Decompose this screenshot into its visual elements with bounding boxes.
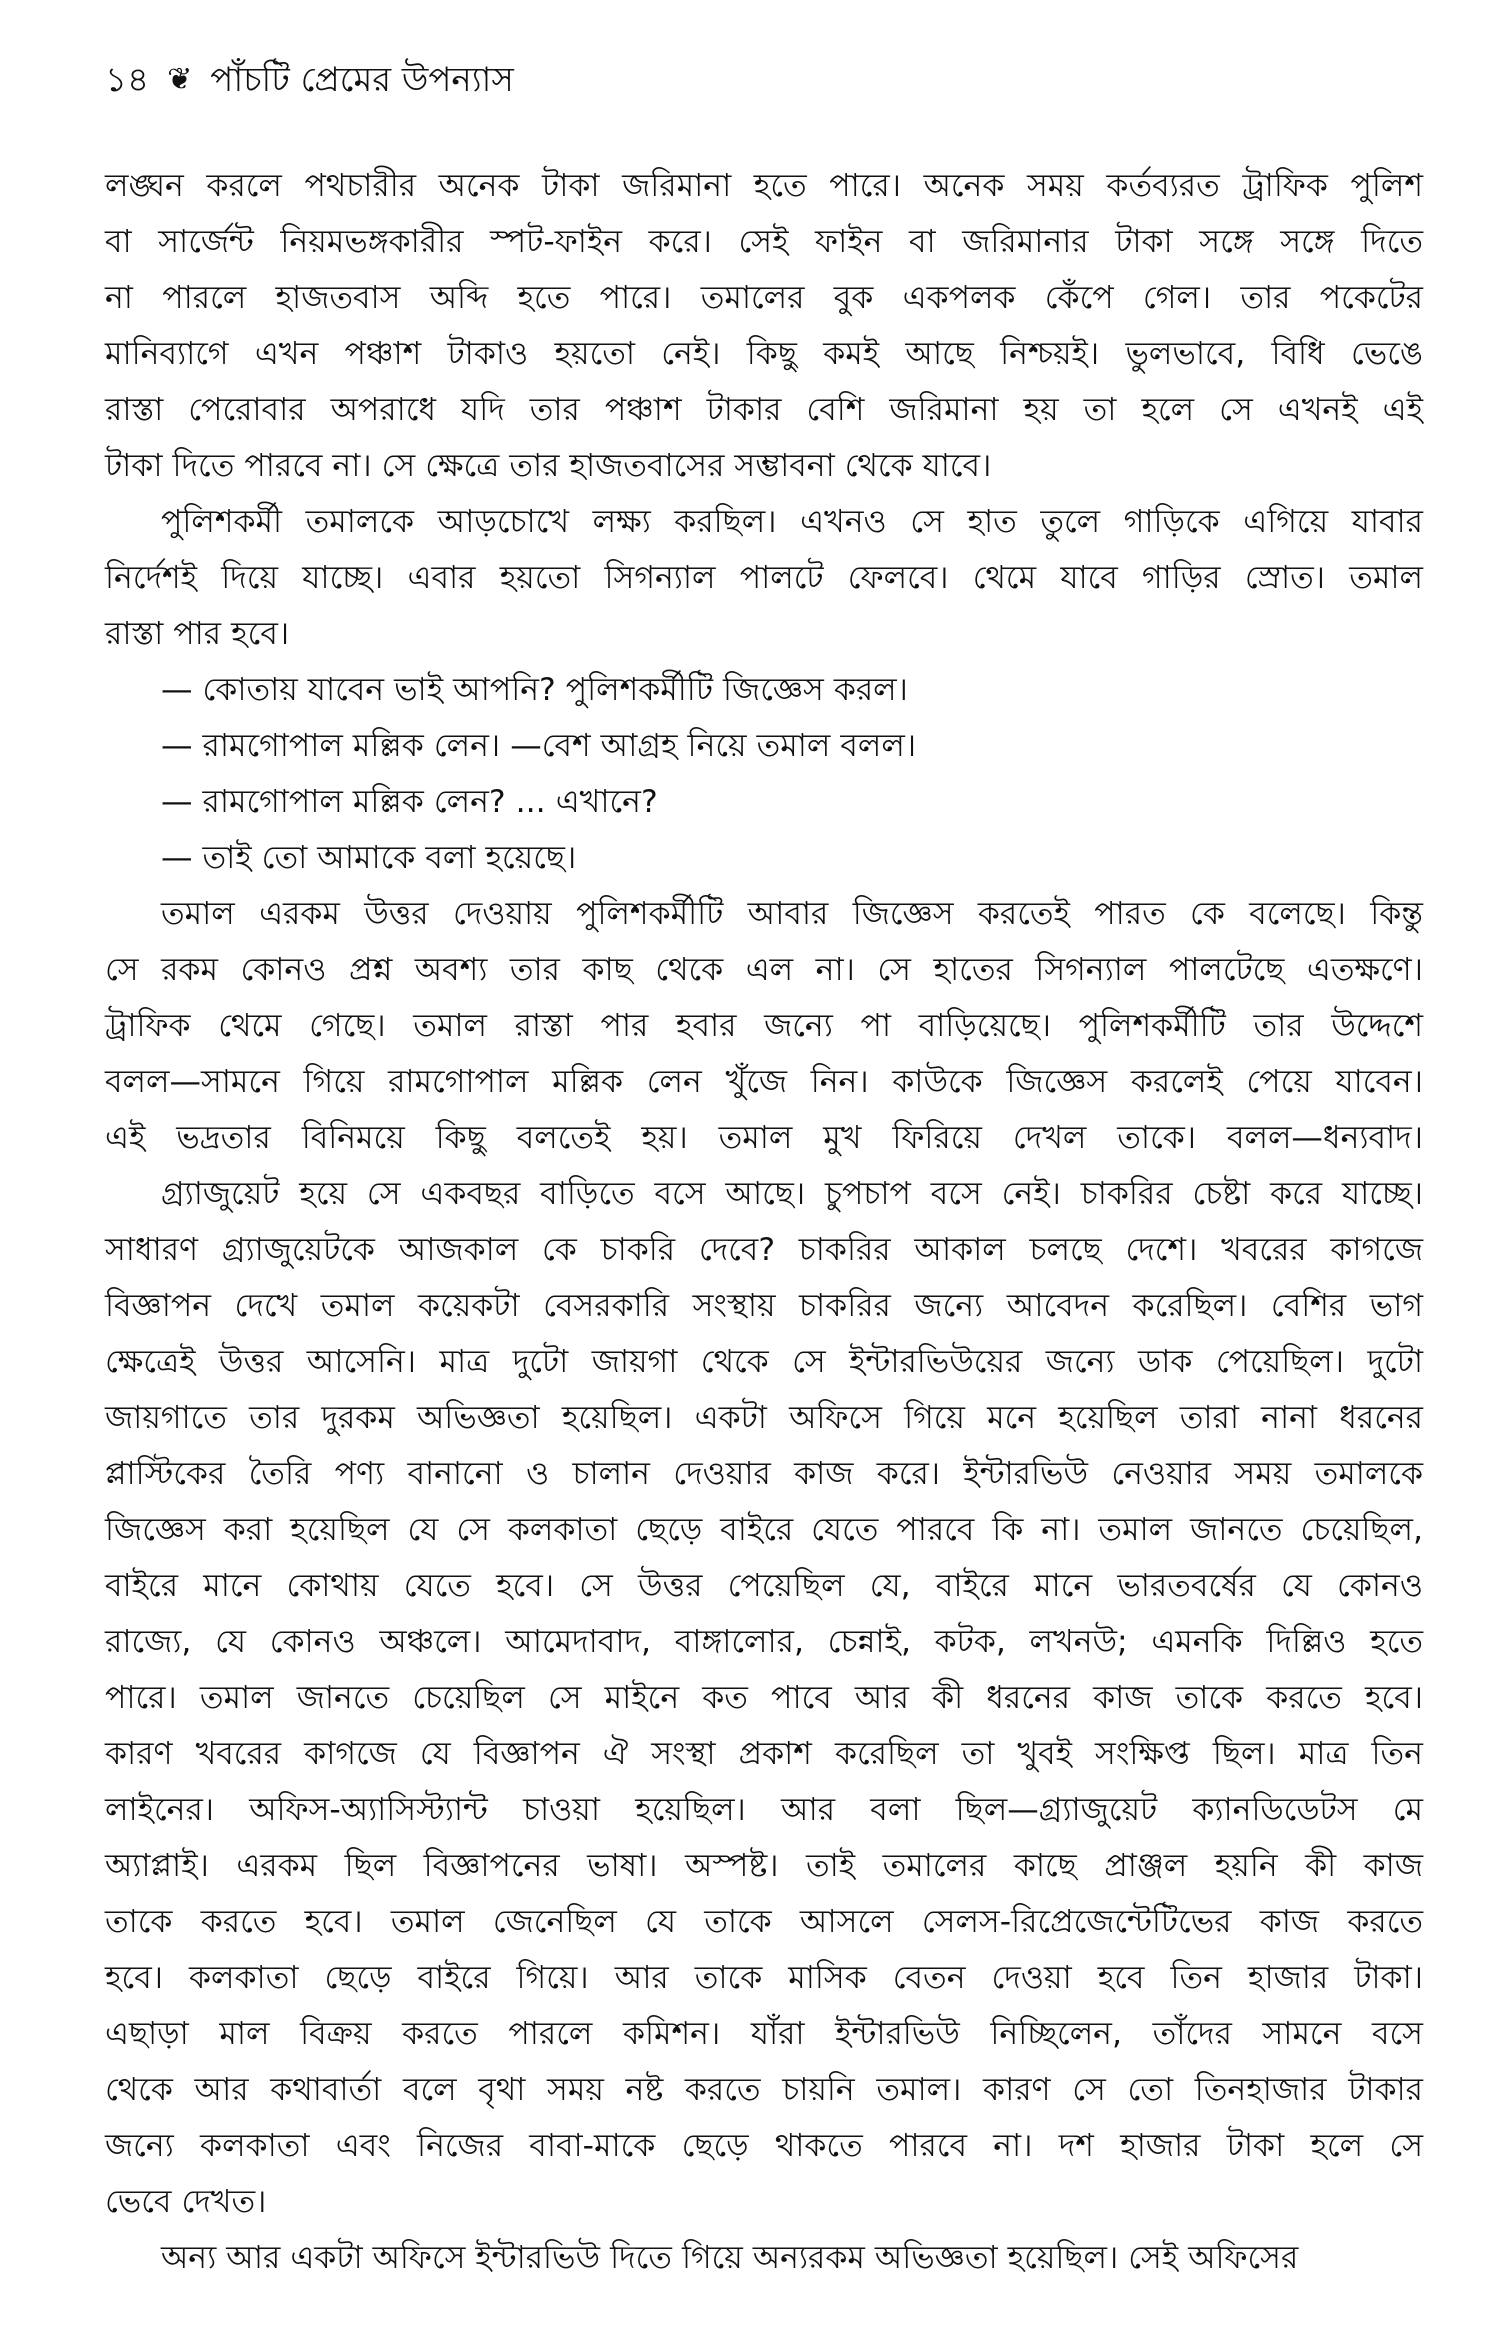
text-line: এছাড়া মাল বিক্রয় করতে পারলে কমিশন। যাঁরা ইন্টারভিউ নিচ্ছিলেন, তাঁদের সামনে বসে <box>105 2016 1423 2052</box>
running-head <box>105 58 514 102</box>
flower-ornament-icon: ❦ <box>167 62 193 97</box>
text-line: টাকা দিতে পারবে না। সে ক্ষেত্রে তার হাজতবাসের সম্ভাবনা থেকে যাবে। <box>105 448 992 484</box>
dialogue-line: — কোতায় যাবেন ভাই আপনি? পুলিশকর্মীটি জিজ্ঞেস করল। <box>161 672 908 708</box>
text-line: অ্যাপ্লাই। এরকম ছিল বিজ্ঞাপনের ভাষা। অস্পষ্ট। তাই তমালের কাছে প্রাঞ্জল হয়নি কী কাজ <box>105 1848 1423 1884</box>
text-line: ভেবে দেখত। <box>105 2184 267 2220</box>
text-line: নির্দেশই দিয়ে যাচ্ছে। এবার হয়তো সিগন্যাল পালটে ফেলবে। থেমে যাবে গাড়ির স্রোত। তমাল <box>105 560 1423 596</box>
book-title: পাঁচটি প্রেমের উপন্যাস <box>210 60 514 100</box>
text-line: লঙ্ঘন করলে পথচারীর অনেক টাকা জরিমানা হতে পারে। অনেক সময় কর্তব্যরত ট্রাফিক পুলিশ <box>105 168 1423 204</box>
text-line: ক্ষেত্রেই উত্তর আসেনি। মাত্র দুটো জায়গা থেকে সে ইন্টারভিউয়ের জন্যে ডাক পেয়েছিল। দুটো <box>105 1344 1423 1380</box>
dialogue-line: — তাই তো আমাকে বলা হয়েছে। <box>161 840 577 876</box>
text-line: রাস্তা পেরোবার অপরাধে যদি তার পঞ্চাশ টাকার বেশি জরিমানা হয় তা হলে সে এখনই এই <box>105 392 1423 428</box>
text-line: ট্রাফিক থেমে গেছে। তমাল রাস্তা পার হবার জন্যে পা বাড়িয়েছে। পুলিশকর্মীটি তার উদ্দেশে <box>105 1008 1423 1044</box>
text-line: বলল—সামনে গিয়ে রামগোপাল মল্লিক লেন খুঁজে নিন। কাউকে জিজ্ঞেস করলেই পেয়ে যাবেন। <box>105 1064 1423 1100</box>
text-line: জায়গাতে তার দুরকম অভিজ্ঞতা হয়েছিল। একটা অফিসে গিয়ে মনে হয়েছিল তারা নানা ধরনের <box>105 1400 1423 1436</box>
dialogue-line: — রামগোপাল মল্লিক লেন। —বেশ আগ্রহ নিয়ে তমাল বলল। <box>161 728 917 764</box>
text-line: তাকে করতে হবে। তমাল জেনেছিল যে তাকে আসলে সেলস-রিপ্রেজেন্টেটিভের কাজ করতে <box>105 1904 1423 1940</box>
text-line: কারণ খবরের কাগজে যে বিজ্ঞাপন ঐ সংস্থা প্রকাশ করেছিল তা খুবই সংক্ষিপ্ত ছিল। মাত্র তিন <box>105 1736 1423 1772</box>
text-line: পারে। তমাল জানতে চেয়েছিল সে মাইনে কত পাবে আর কী ধরনের কাজ তাকে করতে হবে। <box>105 1680 1423 1716</box>
text-line: রাজ্যে, যে কোনও অঞ্চলে। আমেদাবাদ, বাঙ্গালোর, চেন্নাই, কটক, লখনউ; এমনকি দিল্লিও হতে <box>105 1624 1423 1660</box>
text-line: না পারলে হাজতবাস অব্দি হতে পারে। তমালের বুক একপলক কেঁপে গেল। তার পকেটের <box>105 280 1423 316</box>
paragraph-first-line: পুলিশকর্মী তমালকে আড়চোখে লক্ষ্য করছিল। এখনও সে হাত তুলে গাড়িকে এগিয়ে যাবার <box>161 504 1423 540</box>
text-line: এই ভদ্রতার বিনিময়ে কিছু বলতেই হয়। তমাল মুখ ফিরিয়ে দেখল তাকে। বলল—ধন্যবাদ। <box>105 1120 1423 1156</box>
paragraph-first-line: তমাল এরকম উত্তর দেওয়ায় পুলিশকর্মীটি আবার জিজ্ঞেস করতেই পারত কে বলেছে। কিন্তু <box>161 896 1423 932</box>
text-line: জন্যে কলকাতা এবং নিজের বাবা-মাকে ছেড়ে থাকতে পারবে না। দশ হাজার টাকা হলে সে <box>105 2128 1423 2164</box>
page-number: ১৪ <box>105 60 150 100</box>
paragraph-first-line: গ্র্যাজুয়েট হয়ে সে একবছর বাড়িতে বসে আছে। চুপচাপ বসে নেই। চাকরির চেষ্টা করে যাচ্ছে। <box>161 1176 1423 1212</box>
text-line: প্লাস্টিকের তৈরি পণ্য বানানো ও চালান দেওয়ার কাজ করে। ইন্টারভিউ নেওয়ার সময় তমালকে <box>105 1456 1423 1492</box>
text-line: সাধারণ গ্র্যাজুয়েটকে আজকাল কে চাকরি দেবে? চাকরির আকাল চলছে দেশে। খবরের কাগজে <box>105 1232 1423 1268</box>
body-text <box>105 158 1423 2286</box>
text-line: বাইরে মানে কোথায় যেতে হবে। সে উত্তর পেয়েছিল যে, বাইরে মানে ভারতবর্ষের যে কোনও <box>105 1568 1423 1604</box>
paragraph-first-line: অন্য আর একটা অফিসে ইন্টারভিউ দিতে গিয়ে অন্যরকম অভিজ্ঞতা হয়েছিল। সেই অফিসের <box>161 2240 1299 2276</box>
text-line: থেকে আর কথাবার্তা বলে বৃথা সময় নষ্ট করতে চায়নি তমাল। কারণ সে তো তিনহাজার টাকার <box>105 2072 1423 2108</box>
text-line: হবে। কলকাতা ছেড়ে বাইরে গিয়ে। আর তাকে মাসিক বেতন দেওয়া হবে তিন হাজার টাকা। <box>105 1960 1423 1996</box>
text-line: বা সার্জেন্ট নিয়মভঙ্গকারীর স্পট-ফাইন করে। সেই ফাইন বা জরিমানার টাকা সঙ্গে সঙ্গে দিতে <box>105 224 1423 260</box>
text-line: মানিব্যাগে এখন পঞ্চাশ টাকাও হয়তো নেই। কিছু কমই আছে নিশ্চয়ই। ভুলভাবে, বিধি ভেঙে <box>105 336 1423 372</box>
text-line: রাস্তা পার হবে। <box>105 616 290 652</box>
text-line: বিজ্ঞাপন দেখে তমাল কয়েকটা বেসরকারি সংস্থায় চাকরির জন্যে আবেদন করেছিল। বেশির ভাগ <box>105 1288 1423 1324</box>
text-line: সে রকম কোনও প্রশ্ন অবশ্য তার কাছ থেকে এল না। সে হাতের সিগন্যাল পালটেছে এতক্ষণে। <box>105 952 1423 988</box>
dialogue-line: — রামগোপাল মল্লিক লেন? ... এখানে? <box>161 784 658 820</box>
text-line: লাইনের। অফিস-অ্যাসিস্ট্যান্ট চাওয়া হয়েছিল। আর বলা ছিল—গ্র্যাজুয়েট ক্যানডিডেটস মে <box>105 1792 1423 1828</box>
text-line: জিজ্ঞেস করা হয়েছিল যে সে কলকাতা ছেড়ে বাইরে যেতে পারবে কি না। তমাল জানতে চেয়েছিল, <box>105 1512 1423 1548</box>
